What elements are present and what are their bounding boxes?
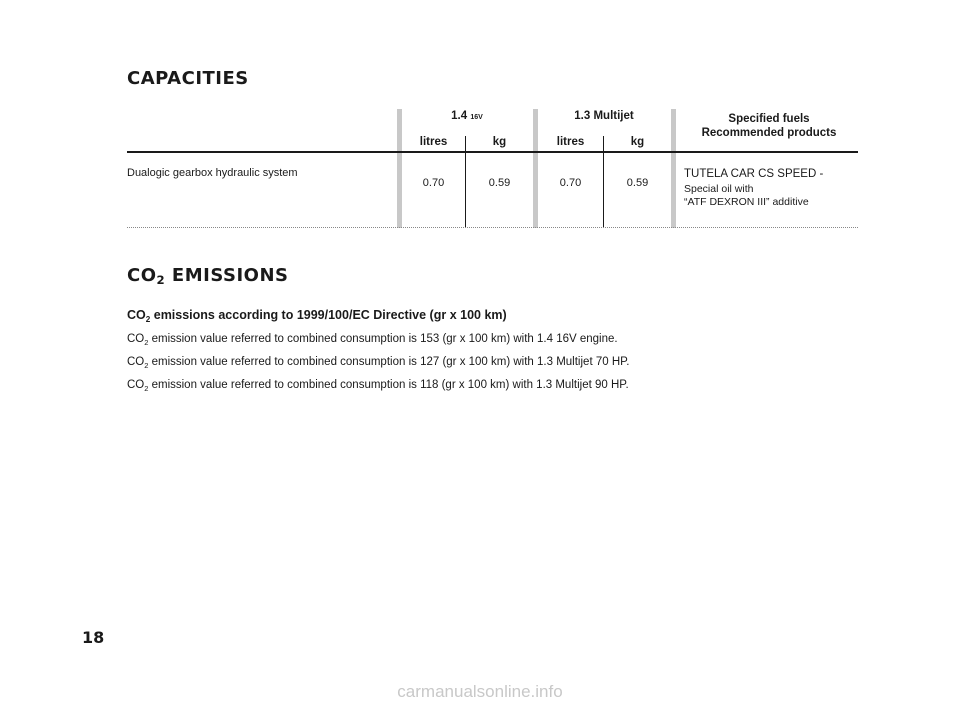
col-header-1-4-main: 1.4 (451, 110, 468, 122)
fuel-line-2: Special oil with (684, 183, 754, 195)
line-text: emission value referred to combined consumption is 118 (gr x 100 km) with 1.3 Multijet 90 HP. (148, 379, 629, 391)
line-co: CO (127, 356, 145, 368)
row-label: Dualogic gearbox hydraulic system (127, 167, 298, 179)
column-bar-3 (671, 109, 676, 228)
header-rule (127, 151, 858, 153)
emission-line-3 (127, 379, 629, 393)
value-litres-1: 0.70 (422, 177, 445, 189)
line-text: emission value referred to combined consumption is 153 (gr x 100 km) with 1.4 16V engine. (148, 333, 618, 345)
value-litres-2: 0.70 (559, 177, 582, 189)
heading-co: CO (127, 308, 146, 322)
subheader-litres-2: litres (556, 136, 585, 148)
heading-sub: 2 (145, 315, 151, 324)
capacities-title: CAPACITIES (127, 68, 249, 89)
watermark: carmanualsonline.info (397, 682, 563, 701)
line-co: CO (127, 333, 145, 345)
column-bar-1 (397, 109, 402, 228)
line-text: emission value referred to combined consumption is 127 (gr x 100 km) with 1.3 Multijet 70 HP. (148, 356, 630, 368)
fuel-line-1: TUTELA CAR CS SPEED - (684, 168, 824, 180)
emission-line-1 (127, 333, 618, 347)
subheader-kg-2: kg (630, 136, 645, 148)
value-kg-2: 0.59 (626, 177, 649, 189)
line-co: CO (127, 379, 145, 391)
col-header-fuels-1: Specified fuels (728, 113, 810, 125)
emissions-title-co: CO (127, 265, 157, 286)
page-number: 18 (82, 628, 105, 647)
emissions-directive-heading (127, 308, 507, 324)
row-dotted-rule (127, 227, 858, 228)
fuel-line-3: “ATF DEXRON III” additive (684, 196, 809, 208)
col-header-1-4 (402, 110, 532, 122)
col-header-multijet: 1.3 Multijet (574, 110, 634, 122)
column-bar-2 (533, 109, 538, 228)
col-header-1-4-suffix: 16V (470, 114, 483, 121)
col-header-fuels-2: Recommended products (701, 127, 837, 139)
emissions-title-rest: EMISSIONS (165, 265, 289, 286)
subheader-litres-1: litres (419, 136, 448, 148)
emissions-title-sub: 2 (156, 273, 166, 287)
line-sub: 2 (144, 361, 149, 370)
emissions-title (127, 265, 288, 287)
subheader-kg-1: kg (492, 136, 507, 148)
heading-text: emissions according to 1999/100/EC Directive (gr x 100 km) (150, 308, 507, 322)
line-sub: 2 (144, 384, 149, 393)
emission-line-2 (127, 356, 630, 370)
line-sub: 2 (144, 338, 149, 347)
value-kg-1: 0.59 (488, 177, 511, 189)
